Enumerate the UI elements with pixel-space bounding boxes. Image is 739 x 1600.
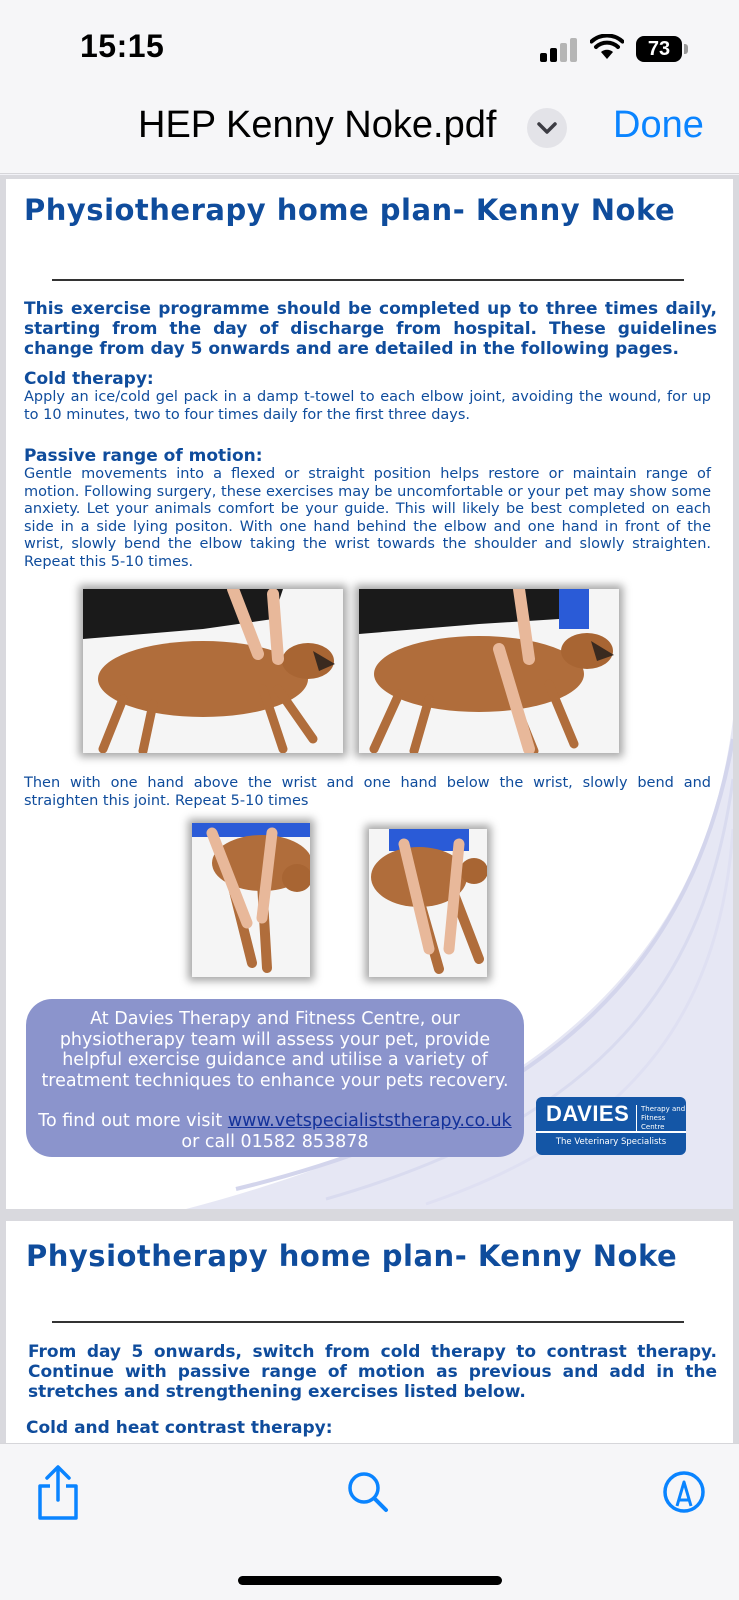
logo-subtitle: Therapy and Fitness Centre bbox=[636, 1105, 686, 1132]
page-title: Physiotherapy home plan- Kenny Noke bbox=[24, 193, 676, 227]
pdf-viewer[interactable] bbox=[0, 175, 739, 1443]
cold-therapy-text: Apply an ice/cold gel pack in a damp t-towel to each elbow joint, avoiding the wound, for up to 10 minutes, two to four times daily for the first three days. bbox=[24, 389, 711, 423]
share-button[interactable] bbox=[34, 1464, 82, 1526]
contrast-therapy-heading: Cold and heat contrast therapy: bbox=[26, 1418, 333, 1438]
cold-therapy-heading: Cold therapy: bbox=[24, 369, 154, 389]
promo-contact bbox=[26, 1111, 524, 1132]
search-icon bbox=[346, 1470, 390, 1514]
wrist-instruction-text: Then with one hand above the wrist and one hand below the wrist, slowly bend and straighten this joint. Repeat 5-10 times bbox=[24, 775, 711, 809]
markup-icon bbox=[662, 1470, 706, 1514]
intro-text: This exercise programme should be completed up to three times daily, starting from the day of discharge from hospital. These guidelines change from day 5 onwards and are detailed in the following pages. bbox=[24, 299, 717, 359]
done-button[interactable]: Done bbox=[613, 104, 704, 146]
battery-level: 73 bbox=[647, 38, 671, 60]
passive-rom-heading: Passive range of motion: bbox=[24, 446, 263, 466]
exercise-photo-elbow-extended bbox=[359, 589, 619, 753]
promo-phone: or call 01582 853878 bbox=[181, 1131, 369, 1152]
navigation-bar bbox=[0, 96, 739, 174]
title-menu-button[interactable] bbox=[527, 108, 567, 148]
share-icon bbox=[34, 1464, 82, 1522]
exercise-photo-wrist-flexed bbox=[192, 823, 310, 977]
cellular-signal-icon bbox=[540, 38, 578, 62]
document-title[interactable]: HEP Kenny Noke.pdf bbox=[138, 104, 497, 146]
logo-wordmark: DAVIES bbox=[546, 1101, 630, 1126]
promo-visit-label: To find out more visit bbox=[38, 1111, 228, 1131]
markup-button[interactable] bbox=[662, 1470, 706, 1518]
website-link[interactable]: www.vetspecialiststherapy.co.uk bbox=[227, 1111, 512, 1131]
status-bar bbox=[0, 0, 739, 96]
intro-text: From day 5 onwards, switch from cold therapy to contrast therapy. Continue with passive range of motion as previous and add in the stretches and strengthening exercises listed below. bbox=[28, 1342, 717, 1402]
chevron-down-icon bbox=[527, 108, 567, 148]
page-title: Physiotherapy home plan- Kenny Noke bbox=[26, 1239, 678, 1273]
status-time: 15:15 bbox=[80, 28, 165, 64]
battery-icon bbox=[636, 36, 688, 62]
wifi-icon bbox=[590, 34, 624, 60]
exercise-photo-wrist-extended bbox=[369, 829, 487, 977]
logo-tagline: The Veterinary Specialists bbox=[555, 1137, 667, 1147]
home-indicator[interactable] bbox=[238, 1576, 502, 1585]
promo-text: At Davies Therapy and Fitness Centre, our physiotherapy team will assess your pet, provide helpful exercise guidance and utilise a variety of treatment techniques to enhance your pets recovery. bbox=[41, 1009, 509, 1091]
pdf-page-1 bbox=[6, 179, 733, 1209]
passive-rom-text: Gentle movements into a flexed or straight position helps restore or maintain range of motion. Following surgery, these exercises may be uncomfortable or your pet may show some anxiety. Let your animals comfort be your guide. This will likely be best completed on each side in a side lying positon. With one hand behind the elbow and one hand in front of the wrist, slowly bend the elbow taking the wrist towards the shoulder and slowly straighten. Repeat this 5-10 times. bbox=[24, 466, 711, 570]
promo-box bbox=[26, 999, 524, 1157]
divider bbox=[52, 279, 684, 281]
davies-logo bbox=[536, 1097, 686, 1155]
divider bbox=[52, 1321, 684, 1323]
exercise-photo-elbow-flexed bbox=[83, 589, 343, 753]
search-button[interactable] bbox=[346, 1470, 390, 1518]
pdf-page-2 bbox=[6, 1221, 733, 1443]
